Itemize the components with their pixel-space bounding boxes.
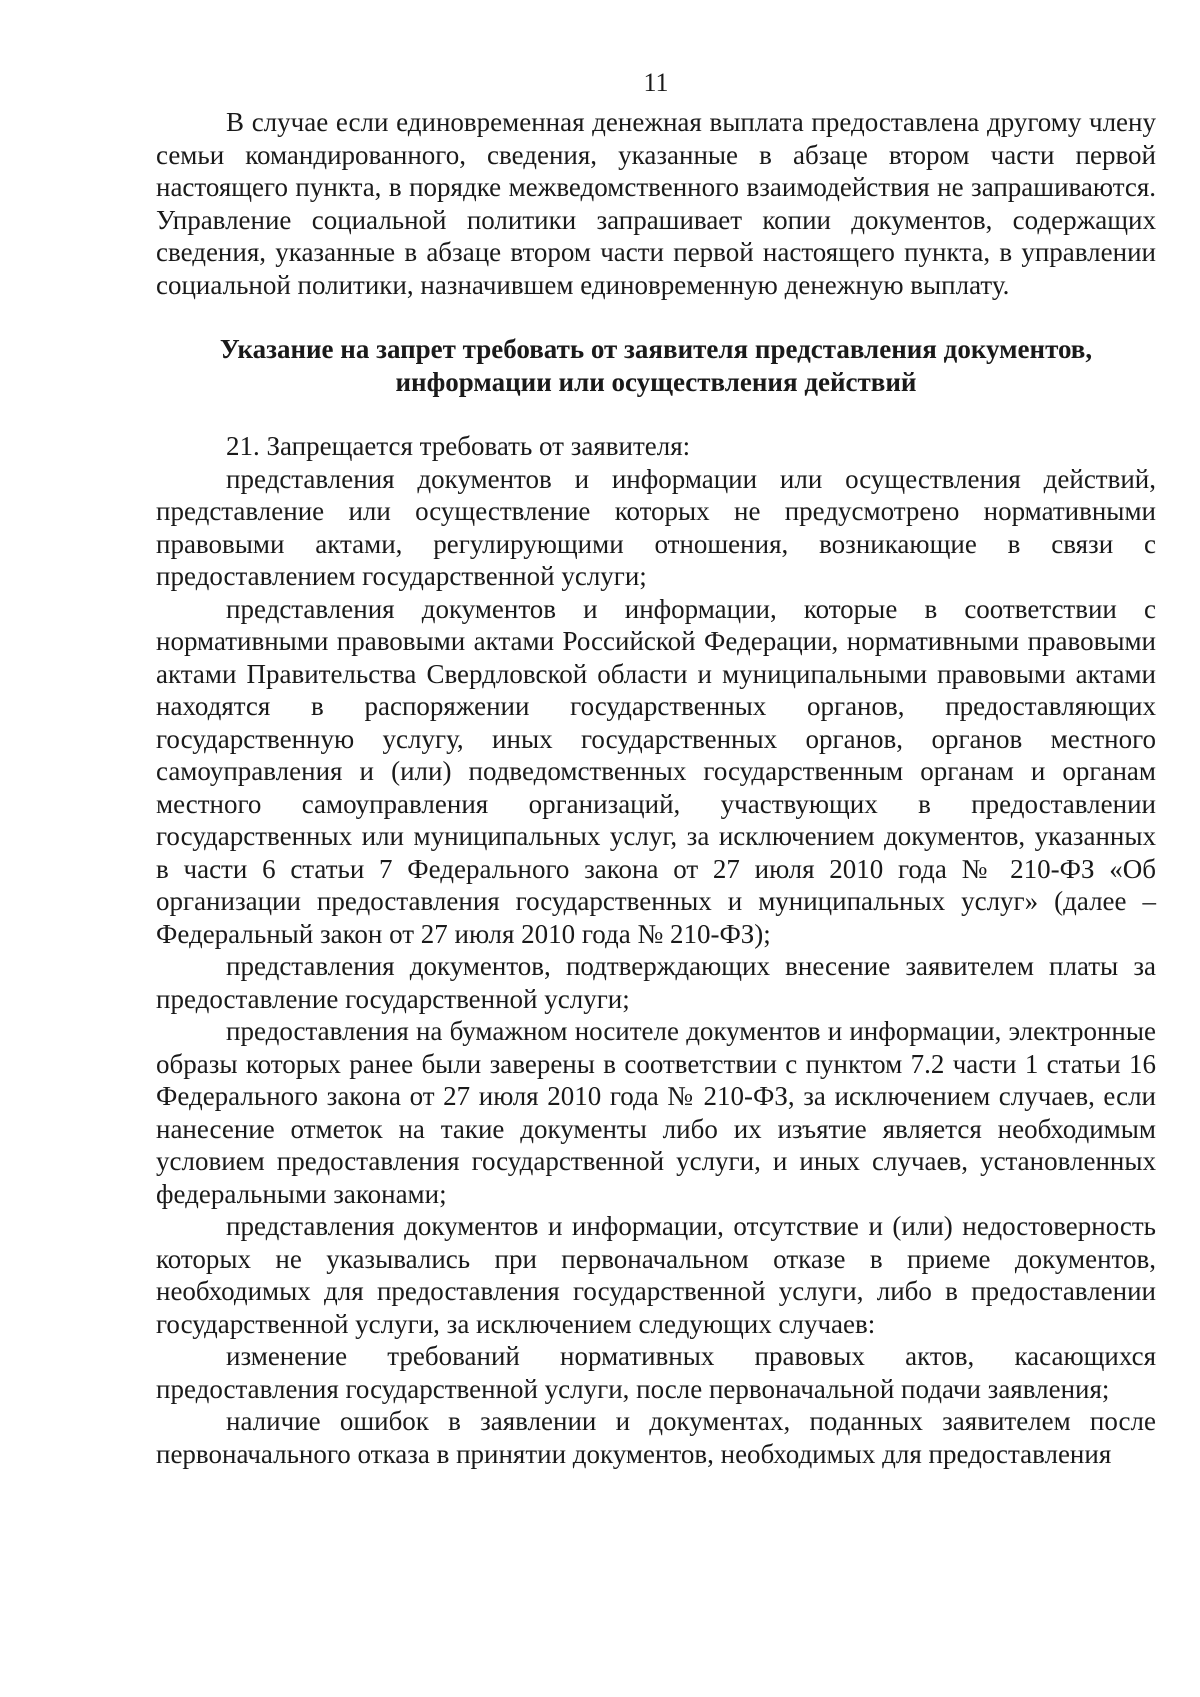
list-item: представления документов и информации или осуществления действий, представление или осуществление которых не предусмотрено нормативными правовыми актами, регулирующими отношения, возникающие в связи с предоставлением государственной услуги; [156, 463, 1156, 591]
list-item: представления документов и информации, отсутствие и (или) недостоверность которых не указывались при первоначальном отказе в приеме документов, необходимых для предоставления государственной услуги, либо в предоставлении государственной услуги, за исключением следующих случаев: [156, 1211, 1156, 1339]
list-item: изменение требований нормативных правовых актов, касающихся предоставления государственной услуги, после первоначальной подачи заявления; [156, 1341, 1156, 1404]
list-item: наличие ошибок в заявлении и документах, поданных заявителем после первоначального отказа в принятии документов, необходимых для предоставления [156, 1406, 1156, 1469]
page-number: 11 [643, 68, 669, 97]
intro-paragraph: В случае если единовременная денежная выплата предоставлена другому члену семьи командированного, сведения, указанные в абзаце втором части первой настоящего пункта, в порядке межведомственного взаимодействия не запрашиваются. Управление социальной политики запрашивает копии документов, содержащих сведения, указанные в абзаце втором части первой настоящего пункта, в управлении социальной политики, назначившем единовременную денежную выплату. [156, 107, 1156, 300]
list-item: представления документов, подтверждающих внесение заявителем платы за предоставление государственной услуги; [156, 951, 1156, 1014]
section-heading-line-2: информации или осуществления действий [395, 366, 917, 397]
section-heading-line-1: Указание на запрет требовать от заявителя представления документов, [219, 334, 1093, 364]
clause-21: 21. Запрещается требовать от заявителя: [226, 431, 691, 461]
document-page [156, 60, 1156, 1470]
list-item: предоставления на бумажном носителе документов и информации, электронные образы которых ранее были заверены в соответствии с пунктом 7.2 части 1 статьи 16 Федерального закона от 27 июля 2010 года № 210-ФЗ, за исключением случаев, если нанесение отметок на такие документы либо их изъятие является необходимым условием предоставления государственной услуги, и иных случаев, установленных федеральными законами; [156, 1016, 1156, 1209]
list-item: представления документов и информации, которые в соответствии с нормативными правовыми актами Российской Федерации, нормативными правовыми актами Правительства Свердловской области и муниципальными правовыми актами находятся в распоряжении государственных органов, предоставляющих государственную услугу, иных государственных органов, органов местного самоуправления и (или) подведомственных государственным органам и органам местного самоуправления организаций, участвующих в предоставлении государственных или муниципальных услуг, за исключением документов, указанных в части 6 статьи 7 Федерального закона от 27 июля 2010 года № 210-ФЗ «Об организации предоставления государственных и муниципальных услуг» (далее – Федеральный закон от 27 июля 2010 года № 210-ФЗ); [156, 593, 1156, 949]
